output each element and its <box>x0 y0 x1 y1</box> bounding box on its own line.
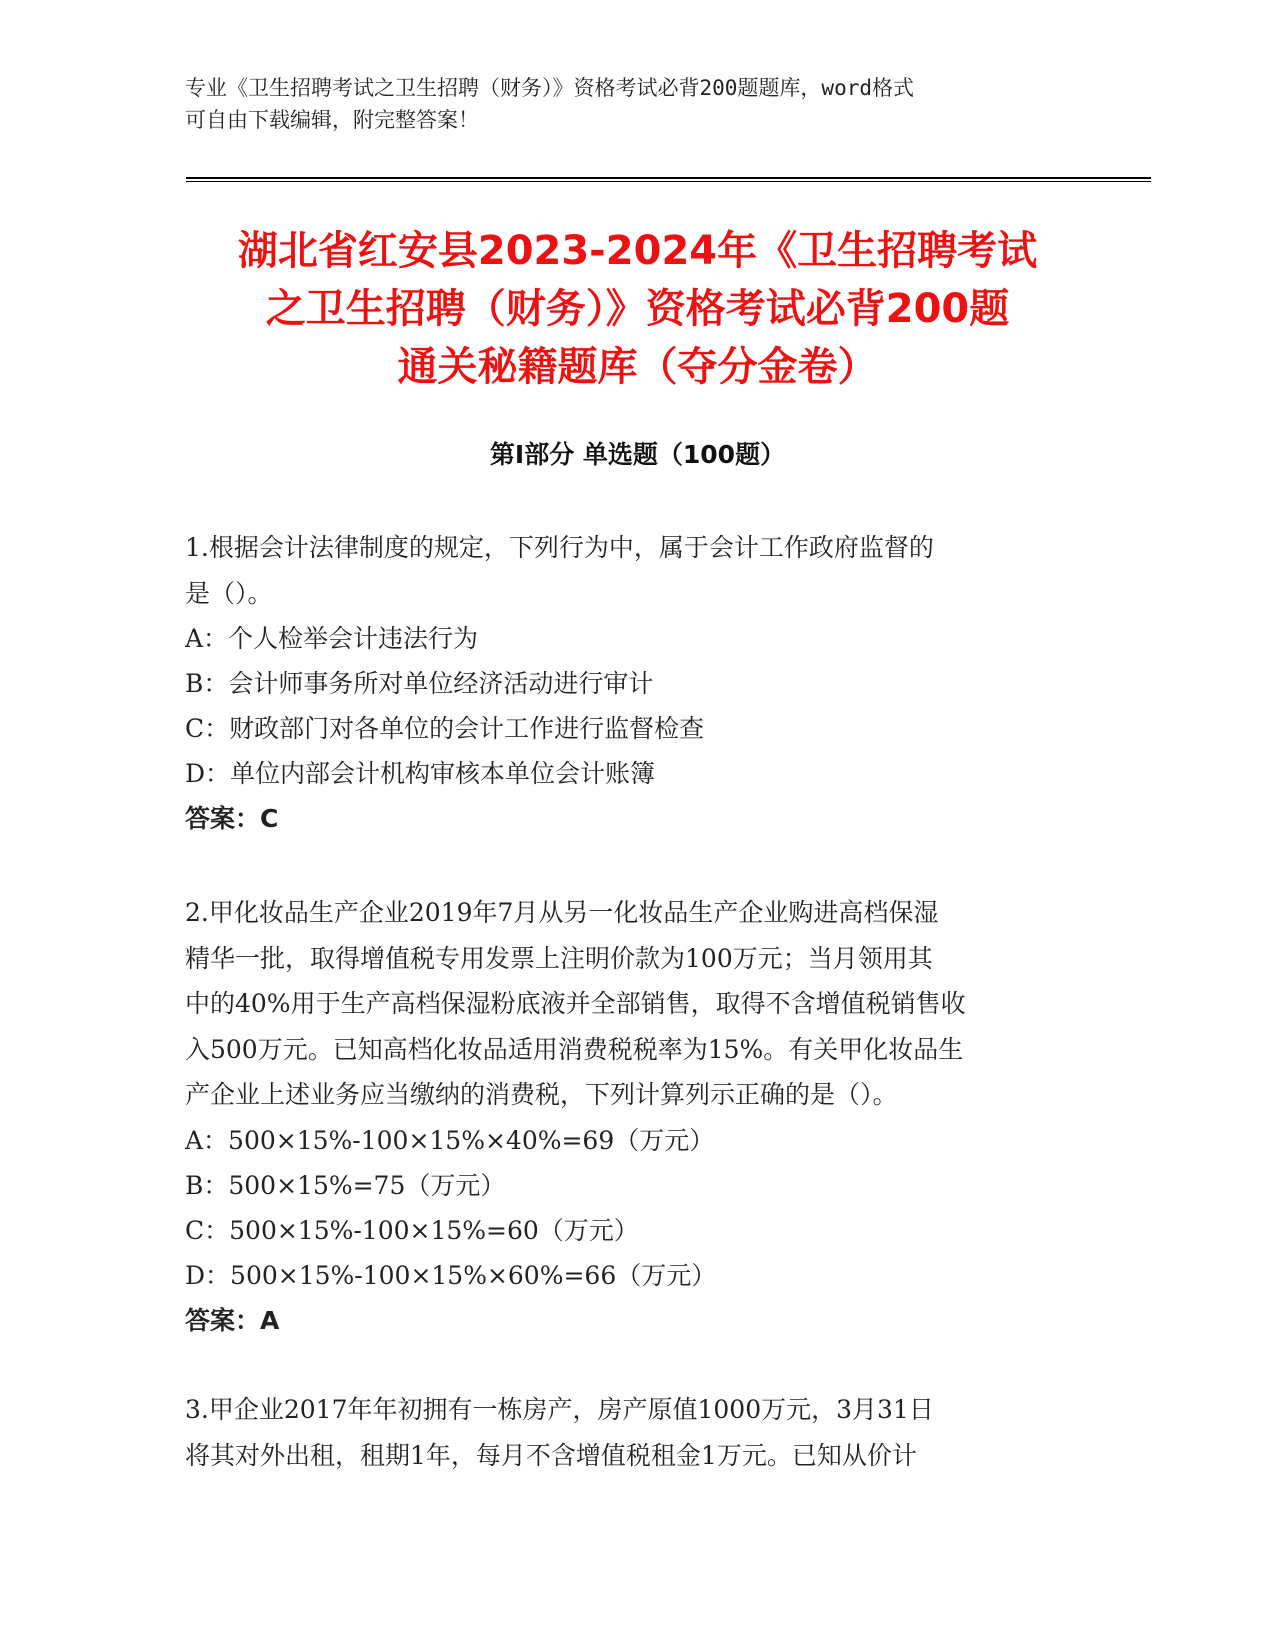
question-stem-line: 3.甲企业2017年年初拥有一栋房产，房产原值1000万元，3月31日 <box>185 1395 934 1424</box>
option-b: B：500×15%=75（万元） <box>185 1170 506 1200</box>
question-stem-line: 1.根据会计法律制度的规定，下列行为中，属于会计工作政府监督的 <box>185 533 934 562</box>
header-divider-thick <box>186 177 1151 179</box>
option-b: B：会计师事务所对单位经济活动进行审计 <box>185 669 654 698</box>
option-d: D：500×15%-100×15%×60%=66（万元） <box>185 1260 717 1290</box>
option-c: C：500×15%-100×15%=60（万元） <box>185 1215 639 1245</box>
section-heading: 第I部分 单选题（100题） <box>489 440 786 469</box>
option-a: A：500×15%-100×15%×40%=69（万元） <box>185 1125 715 1155</box>
document-title-line: 湖北省红安县2023-2024年《卫生招聘考试 <box>237 228 1038 274</box>
document-title <box>150 222 1125 396</box>
header-note-line: 专业《卫生招聘考试之卫生招聘（财务）》资格考试必背200题题库，word格式 <box>185 76 914 100</box>
question-stem-line: 入500万元。已知高档化妆品适用消费税税率为15%。有关甲化妆品生 <box>185 1034 964 1064</box>
option-d: D：单位内部会计机构审核本单位会计账簿 <box>185 759 656 788</box>
document-title-line: 之卫生招聘（财务）》资格考试必背200题 <box>265 286 1010 332</box>
question-stem-line: 将其对外出租，租期1年，每月不含增值税租金1万元。已知从价计 <box>185 1440 917 1470</box>
question-2 <box>185 890 1085 1344</box>
question-stem-line: 精华一批，取得增值税专用发票上注明价款为100万元；当月领用其 <box>185 943 933 973</box>
option-c: C：财政部门对各单位的会计工作进行监督检查 <box>185 714 705 743</box>
question-stem-line: 中的40%用于生产高档保湿粉底液并全部销售，取得不含增值税销售收 <box>185 989 966 1018</box>
header-note <box>185 72 1075 136</box>
answer: 答案：A <box>185 1305 280 1335</box>
question-3 <box>185 1387 1085 1478</box>
header-note-line: 可自由下载编辑，附完整答案！ <box>185 108 479 132</box>
question-stem-line: 是（）。 <box>185 578 273 608</box>
answer: 答案：C <box>185 804 279 833</box>
document-title-line: 通关秘籍题库（夺分金卷） <box>397 344 878 390</box>
option-a: A：个人检举会计违法行为 <box>185 624 479 653</box>
header-divider-thin <box>186 181 1151 182</box>
question-stem-line: 产企业上述业务应当缴纳的消费税，下列计算列示正确的是（）。 <box>185 1080 898 1109</box>
question-stem-line: 2.甲化妆品生产企业2019年7月从另一化妆品生产企业购进高档保湿 <box>185 898 939 927</box>
question-1 <box>185 525 1085 842</box>
